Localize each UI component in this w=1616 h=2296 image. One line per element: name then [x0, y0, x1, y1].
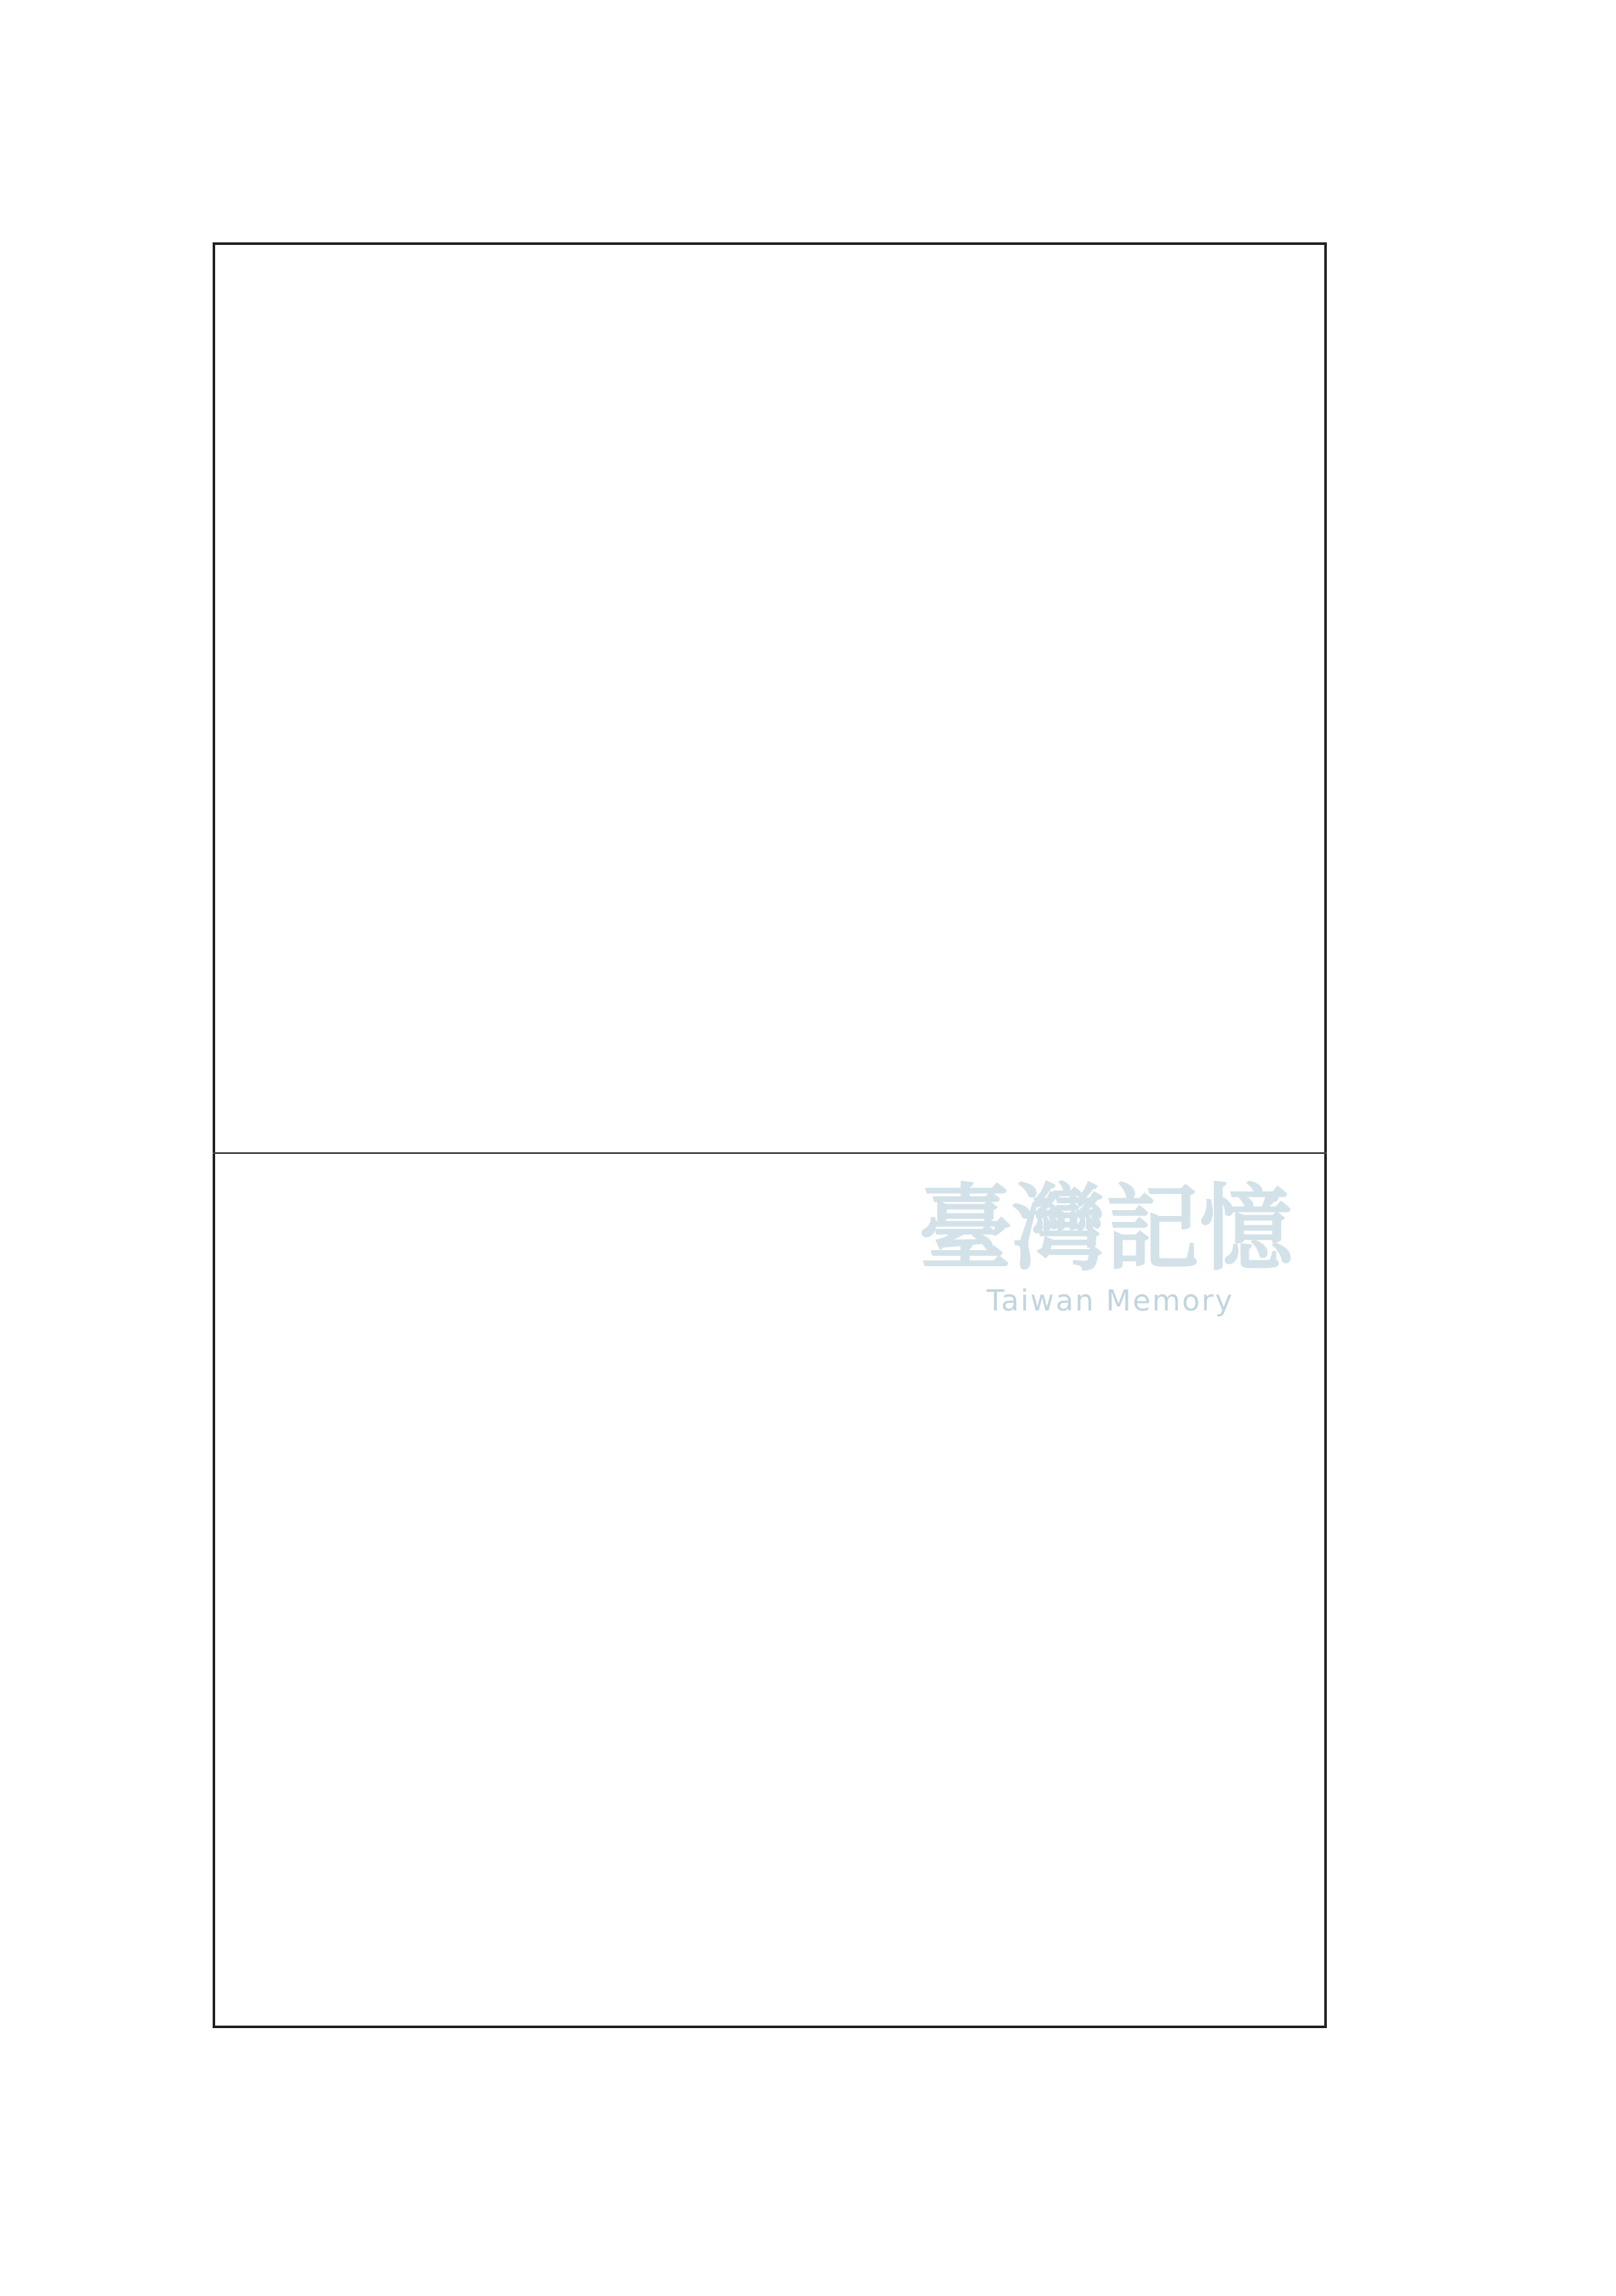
top-section: [223, 255, 1318, 1139]
watermark-logo: 臺灣記憶: [919, 1174, 1293, 1283]
watermark-subtext: Taiwan Memory: [987, 1284, 1234, 1318]
section-divider: [213, 1152, 1327, 1154]
